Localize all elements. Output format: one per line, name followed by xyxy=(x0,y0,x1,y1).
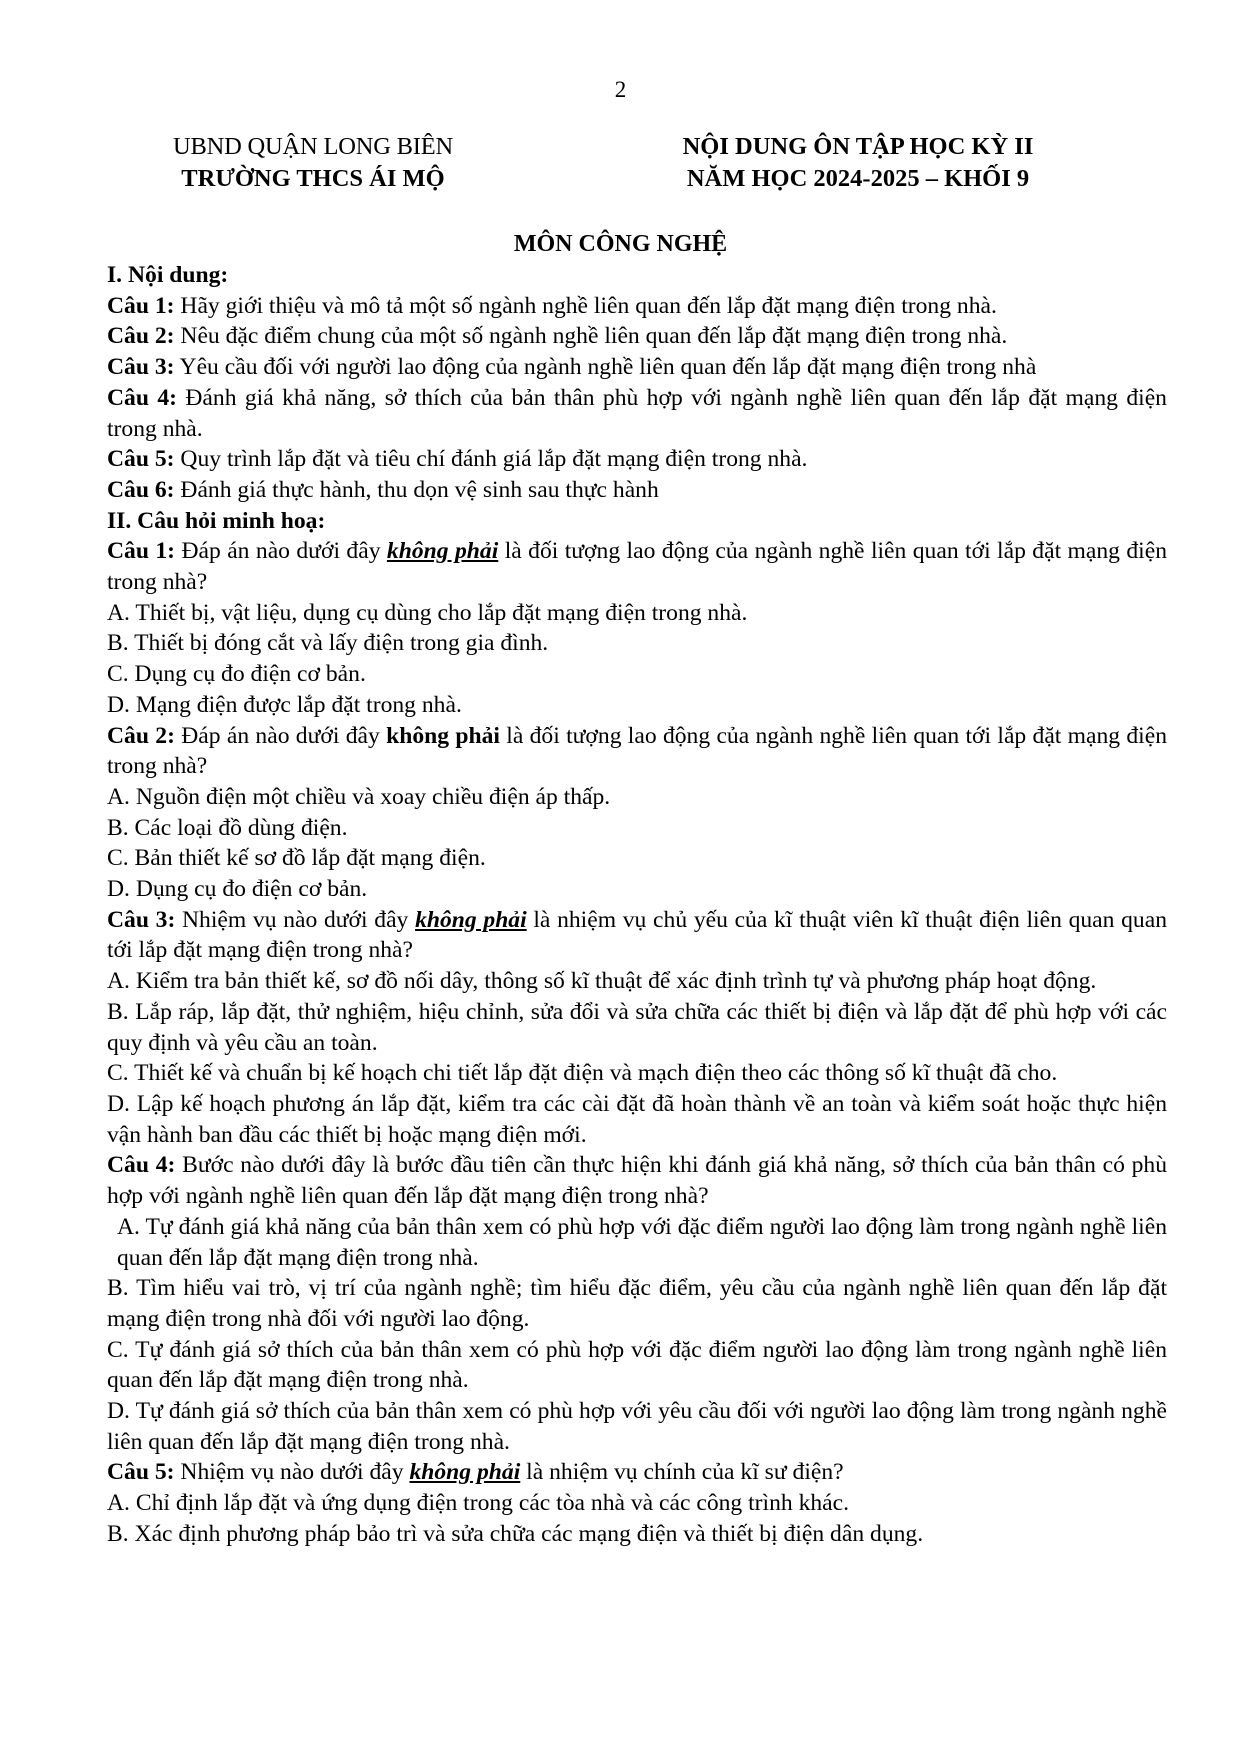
content-item xyxy=(107,383,1167,444)
item-text: Nêu đặc điểm chung của một số ngành nghề liên quan đến lắp đặt mạng điện trong nhà. xyxy=(174,323,1008,350)
answer-option: C. Dụng cụ đo điện cơ bản. xyxy=(107,661,366,688)
document-header xyxy=(628,131,1088,195)
question-text: là đối tượng lao động của ngành nghề liên quan tới lắp đặt mạng điện trong nhà? xyxy=(107,538,1168,596)
answer-option: B. Tìm hiểu vai trò, vị trí của ngành nghề; tìm hiểu đặc điểm, yêu cầu của ngành nghề liên quan đến lắp đặt mạng điện trong nhà đối với người lao động. xyxy=(107,1275,1167,1332)
answer-option: D. Mạng điện được lắp đặt trong nhà. xyxy=(107,691,462,718)
question-text: là nhiệm vụ chủ yếu của kĩ thuật viên kĩ thuật điện liên quan quan tới lắp đặt mạng điện trong nhà? xyxy=(107,906,1167,964)
question-5 xyxy=(107,1457,1167,1488)
item-label: Câu 3: xyxy=(107,354,175,381)
answer-option: D. Dụng cụ đo điện cơ bản. xyxy=(107,876,368,903)
answer-option: C. Thiết kế và chuẩn bị kế hoạch chi tiết lắp đặt điện và mạch điện theo các thông số kĩ thuật đã cho. xyxy=(107,1060,1058,1087)
answer-option: B. Xác định phương pháp bảo trì và sửa chữa các mạng điện và thiết bị điện dân dụng. xyxy=(107,1520,924,1547)
section-heading-content: I. Nội dung: xyxy=(107,262,229,288)
question-text: là đối tượng lao động của ngành nghề liên quan tới lắp đặt mạng điện trong nhà? xyxy=(107,722,1168,780)
content-item xyxy=(107,444,1167,475)
question-4 xyxy=(107,1150,1167,1211)
answer-option: A. Kiểm tra bản thiết kế, sơ đồ nối dây, thông số kĩ thuật để xác định trình tự và phương pháp hoạt động. xyxy=(107,968,1097,995)
item-label: Câu 5: xyxy=(107,446,175,473)
answer-option: A. Thiết bị, vật liệu, dụng cụ dùng cho lắp đặt mạng điện trong nhà. xyxy=(107,599,748,626)
school-header xyxy=(132,131,494,195)
item-text: Yêu cầu đối với người lao động của ngành nghề liên quan đến lắp đặt mạng điện trong nhà xyxy=(174,354,1037,381)
question-1 xyxy=(107,536,1167,597)
question-3 xyxy=(107,905,1167,966)
question-text: Bước nào dưới đây là bước đầu tiên cần thực hiện khi đánh giá khả năng, sở thích của bản thân có phù hợp với ngành nghề liên quan đến lắp đặt mạng điện trong nhà? xyxy=(107,1152,1168,1210)
item-text: Đánh giá thực hành, thu dọn vệ sinh sau thực hành xyxy=(174,476,659,503)
item-label: Câu 6: xyxy=(107,476,175,503)
question-text: Đáp án nào dưới đây xyxy=(175,538,387,565)
answer-option: D. Tự đánh giá sở thích của bản thân xem có phù hợp với yêu cầu đối với người lao động làm trong ngành nghề liên quan đến lắp đặt mạng điện trong nhà. xyxy=(107,1398,1167,1455)
answer-option: A. Nguồn điện một chiều và xoay chiều điện áp thấp. xyxy=(107,783,611,810)
district-name: UBND QUẬN LONG BIÊN xyxy=(173,133,453,160)
document-body xyxy=(107,260,1167,1550)
question-text: là nhiệm vụ chính của kĩ sư điện? xyxy=(520,1459,844,1486)
item-label: Câu 2: xyxy=(107,323,175,350)
answer-option: B. Các loại đồ dùng điện. xyxy=(107,814,348,841)
question-emphasis: không phải xyxy=(386,722,500,749)
content-item xyxy=(107,352,1167,383)
question-label: Câu 4: xyxy=(107,1152,176,1179)
question-label: Câu 2: xyxy=(107,722,175,749)
question-label: Câu 3: xyxy=(107,906,176,933)
question-label: Câu 1: xyxy=(107,538,176,565)
item-label: Câu 4: xyxy=(107,384,177,411)
answer-option: B. Thiết bị đóng cắt và lấy điện trong gia đình. xyxy=(107,630,549,657)
answer-option: B. Lắp ráp, lắp đặt, thử nghiệm, hiệu chỉnh, sửa đổi và sửa chữa các thiết bị điện và lắp đặt để phù hợp với các quy định và yêu cầu an toàn. xyxy=(107,998,1167,1056)
answer-option: D. Lập kế hoạch phương án lắp đặt, kiểm tra các cài đặt đã hoàn thành về an toàn và kiểm soát hoặc thực hiện vận hành ban đầu các thiết bị hoặc mạng điện mới. xyxy=(107,1090,1167,1148)
section-heading-questions: II. Câu hỏi minh hoạ: xyxy=(107,507,326,534)
content-item xyxy=(107,291,1167,322)
content-item xyxy=(107,475,1167,506)
question-text: Nhiệm vụ nào dưới đây xyxy=(175,906,416,933)
item-label: Câu 1: xyxy=(107,292,175,319)
answer-option: A. Chỉ định lắp đặt và ứng dụng điện trong các tòa nhà và các công trình khác. xyxy=(107,1490,850,1517)
school-name: TRƯỜNG THCS ÁI MỘ xyxy=(181,165,445,192)
item-text: Hãy giới thiệu và mô tả một số ngành nghề liên quan đến lắp đặt mạng điện trong nhà. xyxy=(174,292,997,319)
answer-option: C. Bản thiết kế sơ đồ lắp đặt mạng điện. xyxy=(107,845,486,872)
answer-option: C. Tự đánh giá sở thích của bản thân xem có phù hợp với đặc điểm người lao động làm trong ngành nghề liên quan đến lắp đặt mạng điện trong nhà. xyxy=(107,1336,1167,1394)
question-emphasis: không phải xyxy=(386,538,499,565)
answer-option: A. Tự đánh giá khả năng của bản thân xem có phù hợp với đặc điểm người lao động làm trong ngành nghề liên quan đến lắp đặt mạng điện trong nhà. xyxy=(117,1213,1167,1271)
question-text: Đáp án nào dưới đây xyxy=(174,722,387,749)
question-emphasis: không phải xyxy=(409,1459,521,1486)
page-number: 2 xyxy=(614,77,627,102)
question-text: Nhiệm vụ nào dưới đây xyxy=(174,1459,410,1486)
question-emphasis: không phải xyxy=(415,906,527,933)
question-2 xyxy=(107,721,1167,782)
question-label: Câu 5: xyxy=(107,1459,175,1486)
item-text: Đánh giá khả năng, sở thích của bản thân phù hợp với ngành nghề liên quan đến lắp đặt mạng điện trong nhà. xyxy=(107,384,1167,442)
item-text: Quy trình lắp đặt và tiêu chí đánh giá lắp đặt mạng điện trong nhà. xyxy=(174,446,808,473)
school-year: NĂM HỌC 2024-2025 – KHỐI 9 xyxy=(686,165,1030,192)
subject-title: MÔN CÔNG NGHỆ xyxy=(513,231,728,257)
document-title: NỘI DUNG ÔN TẬP HỌC KỲ II xyxy=(682,133,1034,160)
content-item xyxy=(107,321,1167,352)
